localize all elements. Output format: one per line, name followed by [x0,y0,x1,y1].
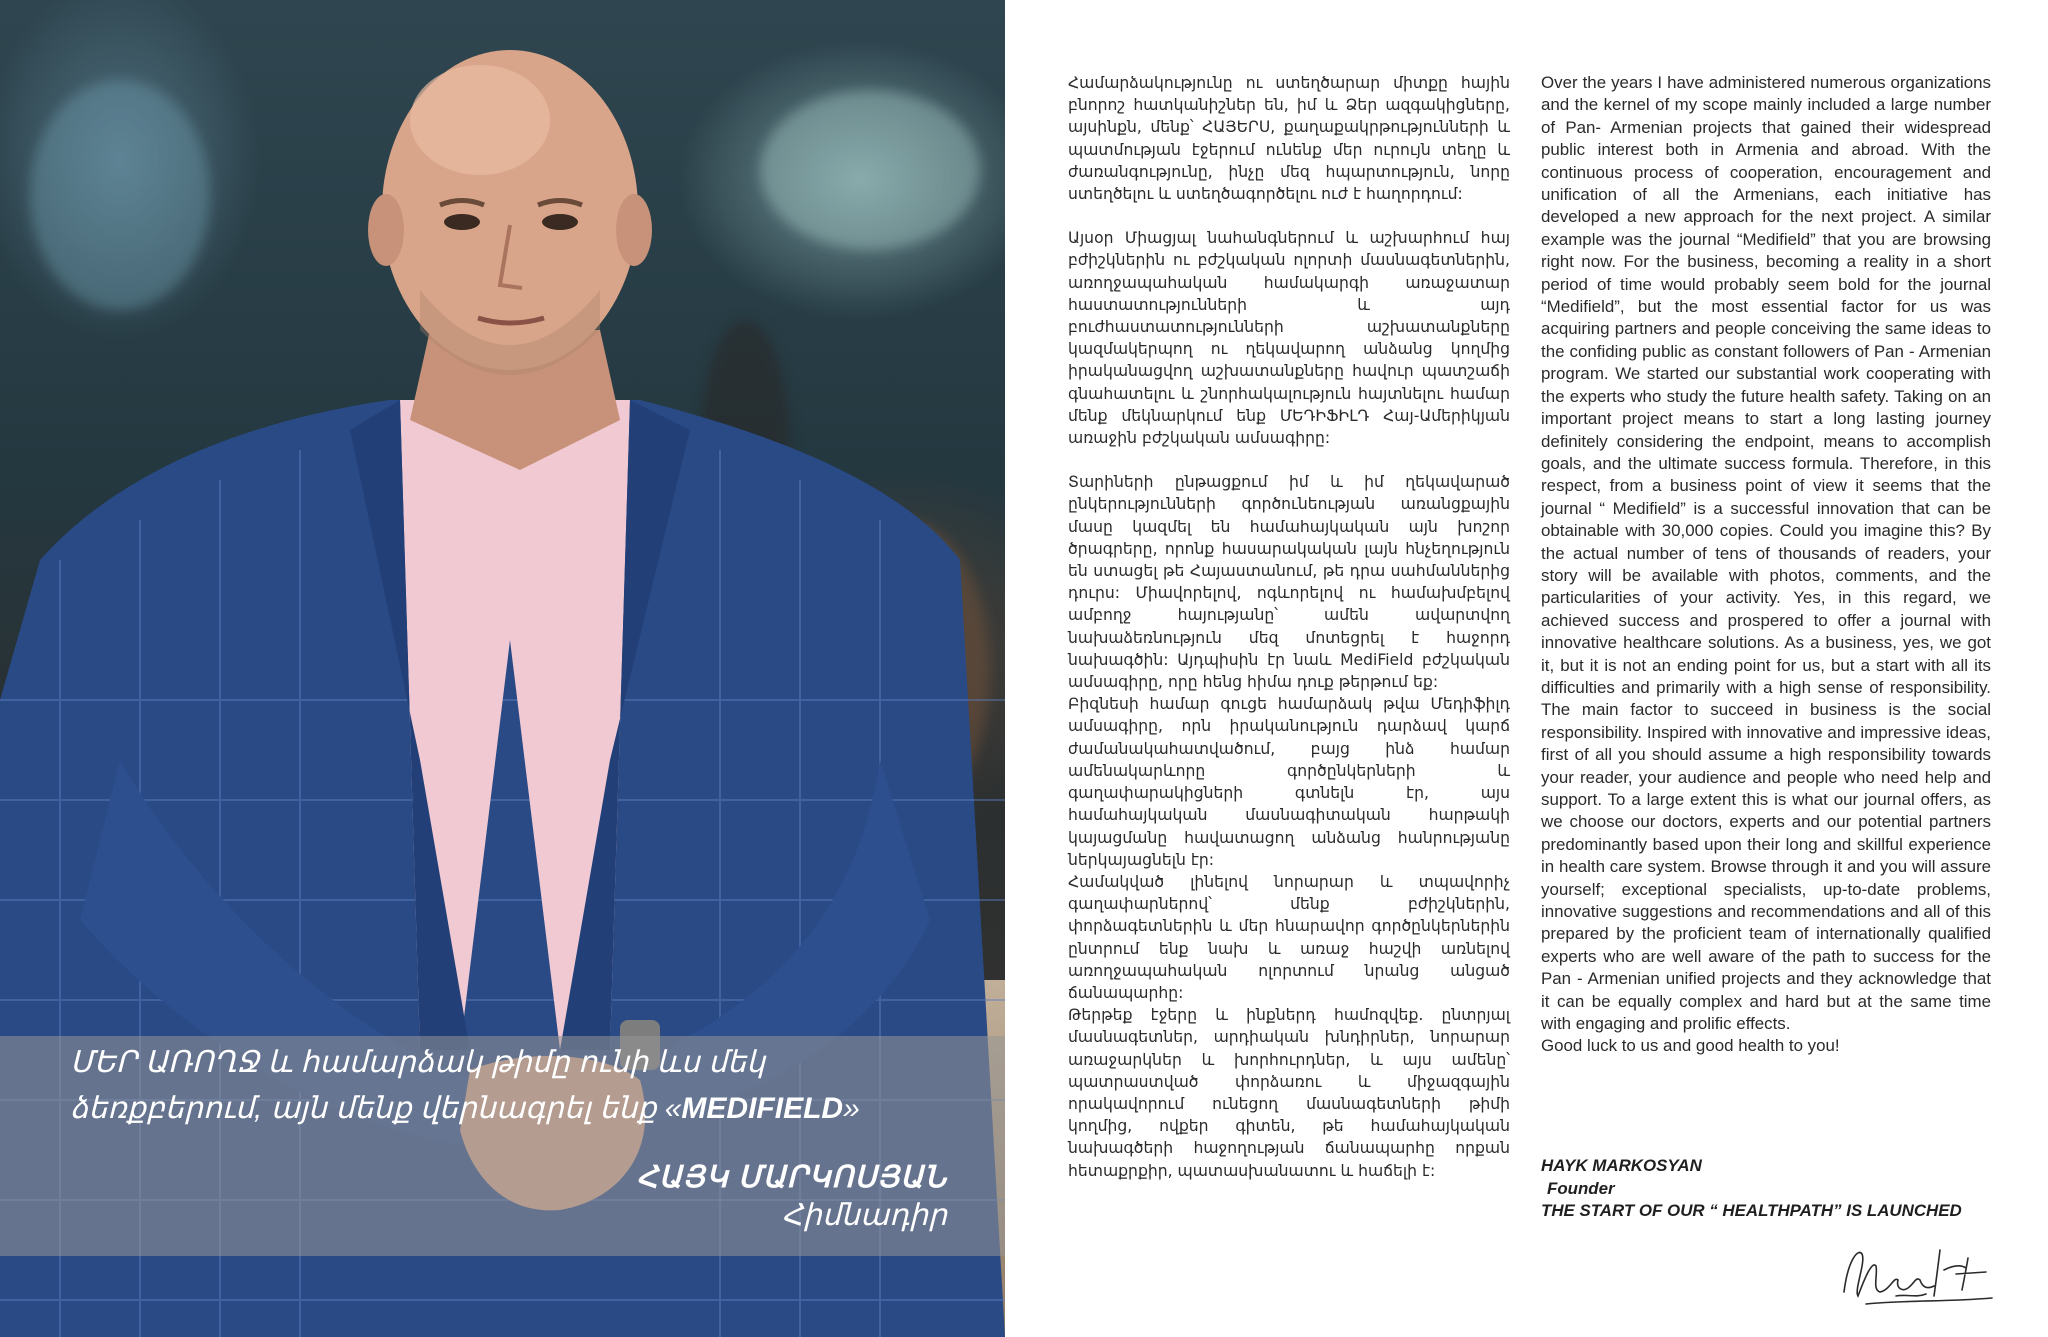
signer-name: HAYK MARKOSYAN [1541,1156,1702,1175]
head-highlight [410,65,550,175]
quote-line-2 [70,1086,970,1132]
caption-role: Հիմնադիր [781,1199,947,1232]
english-text-column [1541,72,1991,1058]
headline: THE START OF OUR “ HEALTHPATH” IS LAUNCHED [1541,1201,1962,1221]
founder-photo [0,0,1005,1337]
signature-block [1541,1155,2001,1223]
quote-brand: MEDIFIELD [681,1092,844,1125]
caption-quote [70,1040,970,1132]
english-paragraph: Over the years I have administered numerous organizations and the kernel of my scope mainly included a large number of Pan- Armenian projects that gained their widespread public interest both in Armenia and abroad. With the continuous process of cooperation, encouragement and unification of all the Armenians, each initiative has developed a new approach for the next project. A similar example was the journal “Medifield” that you are browsing right now. For the business, becoming a reality in a short period of time would probably seem bold for the journal “Medifield”, but the most essential factor for us was acquiring partners and people conceiving the same ideas to the confiding public as constant followers of Pan - Armenian program. We started our substantial work cooperating with the experts who study the future health safety. Taking on an important project means to start a long lasting journey definitely considering the endpoint, means to accomplish goals, and the ultimate success formula. Therefore, in this respect, from a business point of view it seems that the journal “ Medifield” is a successful innovation that can be obtainable with 30,000 copies. Could you imagine this? By the actual number of tens of thousands of readers, your story will be available with photos, comments, and the particularities of your activity. Yes, in this regard, we achieved success and prospered to offer a journal with innovative healthcare solutions. As a business, yes, we got it, but it is not an ending point for us, but a start with all its difficulties and primarily with a high sense of responsibility. The main factor to succeed in business is the social responsibility. Inspired with innovative and impressive ideas, first of all you should assume a high responsibility towards your reader, your audience and people who need help and support. To a large extent this is what our journal offers, as we choose our doctors, experts and our potential partners predominantly based upon their long and skillful experience in health care system. Browse through it and you will assure yourself; exceptional specialists, up-to-date problems, innovative suggestions and recommendations and all of this prepared by the proficient team of internationally qualified experts who are well aware of the path to success for the Pan - Armenian unified projects and they acknowledge that it can be equally complex and hard but at the same time with engaging and prolific effects. [1541,73,1991,1034]
quote-line-2-suffix: » [843,1092,860,1125]
right-ear [616,194,652,266]
left-eye [444,214,480,230]
quote-line-1: ՄԵՐ ԱՌՈՂՋ և համարձակ թիմը ունի ևս մեկ [70,1046,766,1079]
armenian-paragraph: Թերթեք էջերը և ինքներդ համոզվեք. ընտրյալ մասնագետներ, արդիական խնդիրներ, նորարար առաջարկներ և խորհուրդներ, և այս ամենը՝ պատրաստված փորձառու և միջազգային որակավորում ունեցող մասնագետների թիմի կողմից, ովքեր գիտեն, թե համահայկական նախագծերի հաջողության ճանապարհը որքան հետաքրքիր, պատասխանատու և հաճելի է: [1068,1006,1510,1180]
armenian-paragraph: Համակված լինելով նորարար և տպավորիչ գաղափարներով՝ մենք բժիշկներին, փորձագետներին և մեր հնարավոր գործընկերներին ընտրում ենք նախ և առաջ հաշվի առնելով առողջապահական ոլորտում նրանց անցած ճանապարհը: [1068,872,1510,1002]
armenian-paragraph: Տարիների ընթացքում իմ և իմ ղեկավարած ընկերությունների գործունեության առանցքային մասը կազմել են համահայկական այն խոշոր ծրագրերը, որոնք հասարակական լայն հնչեղություն են ստացել թե Հայաստանում, թե դրա սահմաններից դուրս: Միավորելով, ոգևորելով ու համախմբելով ամբողջ հայությանը՝ ամեն ավարտվող նախաձեռնություն մեզ մոտեցրել է հաջորդ նախագծին: Այդպիսին էր նաև MediField բժշկական ամսագիրը, որը հենց հիմա դուք թերթում եք: [1068,473,1510,692]
handwritten-signature [1836,1240,1998,1312]
armenian-paragraph: Այսօր Միացյալ նահանգներում և աշխարհում հայ բժիշկներին ու բժշկական ոլորտի մասնագետներին, առողջապահական համակարգի առաջատար հաստատությունների և այդ բուժհաստատությունների աշխատանքները կազմակերպող ու ղեկավարող անձանց կողմից իրականացվող աշխատանքները հավուր պատշաճի գնահատելու և շնորհակալություն հայտնելու համար մենք մեկնարկում ենք ՄԵԴԻՖԻԼԴ Հայ-Ամերիկյան առաջին բժշկական ամսագիրը: [1068,229,1510,448]
left-ear [368,194,404,266]
right-eye [542,214,578,230]
english-closing-line: Good luck to us and good health to you! [1541,1036,1840,1056]
signer-role: Founder [1547,1178,1615,1198]
armenian-paragraph: Համարձակությունը ու ստեղծարար միտքը հային բնորոշ հատկանիշներ են, իմ և Ձեր ազգակիցները, այսինքն, մենք՝ ՀԱՅԵՐՍ, քաղաքակրթությունների և պատմության էջերում ունենք մեր ուրույն տեղը և ժառանգությունը, ինչը մեզ հպարտություն, նորը ստեղծելու և ստեղծագործելու ուժ է հաղորդում: [1068,74,1510,204]
quote-line-2-prefix: ձեռքբերում, այն մենք վերնագրել ենք « [70,1092,682,1125]
armenian-paragraph: Բիզնեսի համար գուցե համարձակ թվա Մեդիֆիլդ ամսագիրը, որն իրականություն դարձավ կարճ ժամանակահատվածում, բայց ինձ համար ամենակարևորը գործընկերների և գաղափարակիցների գտնելն էր, այս համահայկական մասնագիտական հարթակի կայացմանը հավատացող անձանց հանրությանը ներկայացնելն էր: [1068,695,1510,869]
caption-name: ՀԱՅԿ ՄԱՐԿՈՍՅԱՆ [636,1161,947,1194]
armenian-text-column [1068,72,1510,1182]
